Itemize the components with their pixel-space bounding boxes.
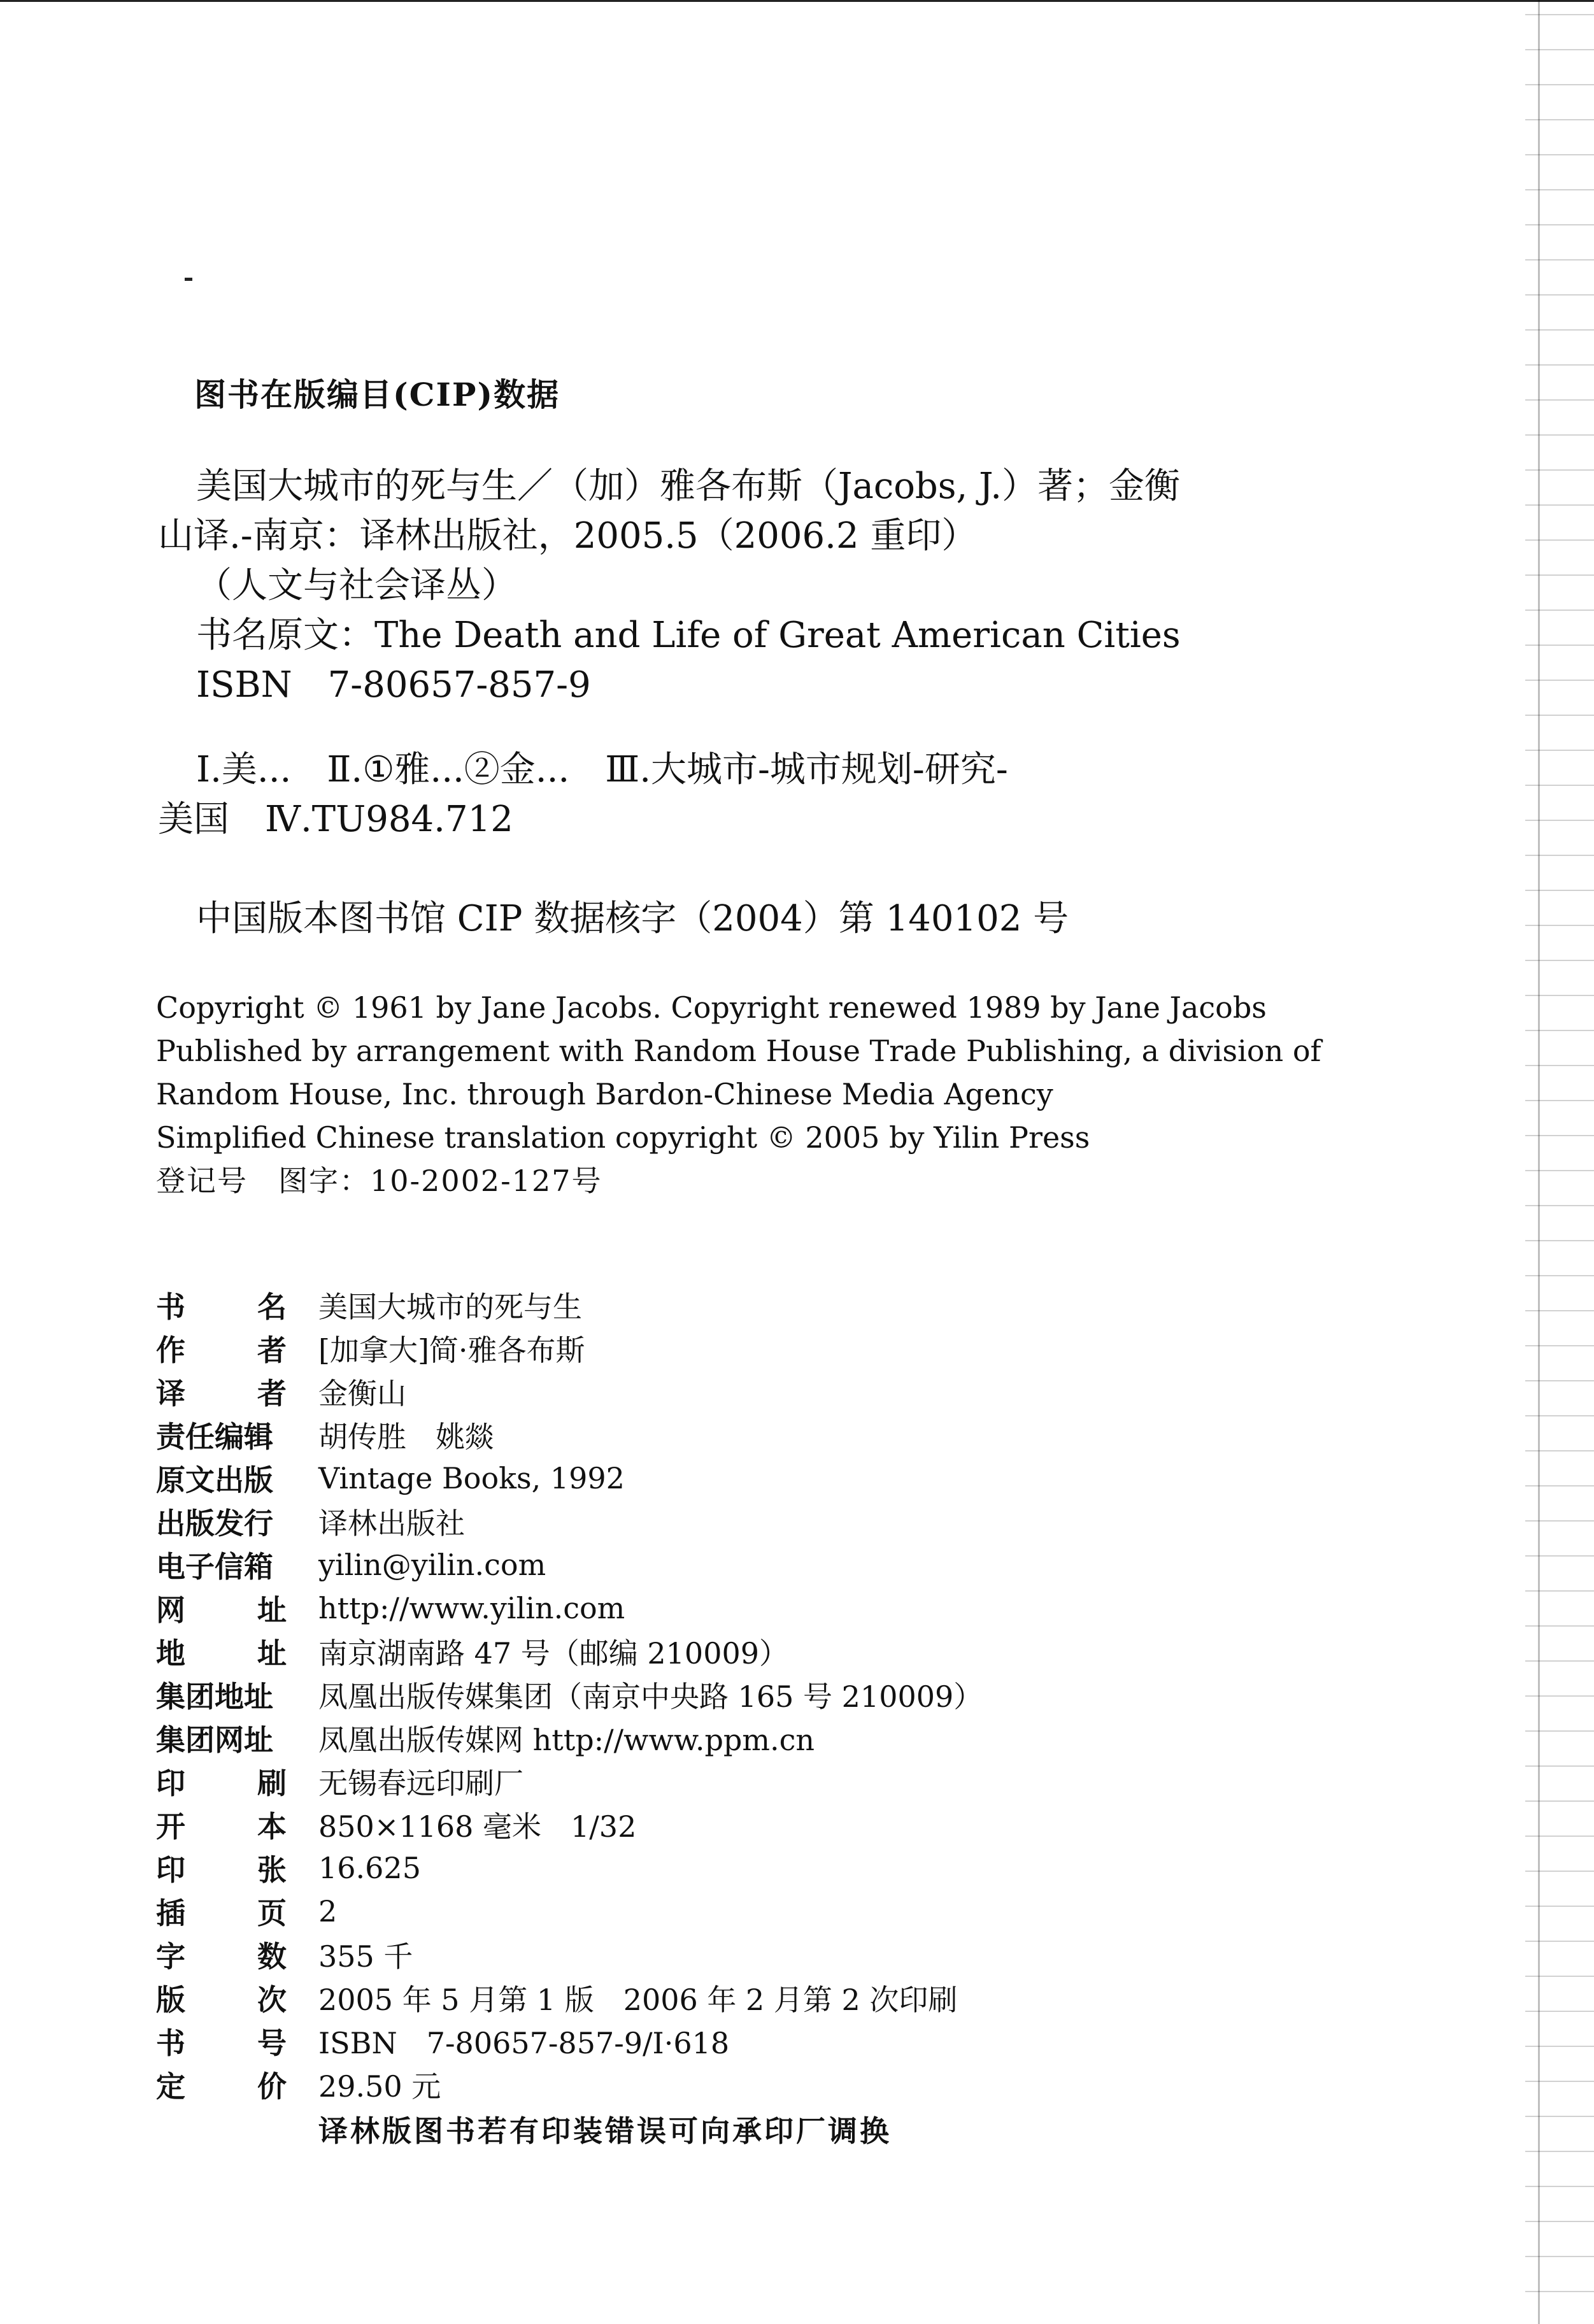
- info-label: [156, 1717, 287, 1759]
- info-value: 16.625: [318, 1851, 421, 1885]
- copyright-notice: [156, 986, 1321, 1159]
- info-label-part: 书: [156, 1290, 185, 1324]
- info-label: [156, 1630, 287, 1672]
- info-label-part: 页: [257, 1896, 287, 1930]
- info-label: [156, 1890, 287, 1932]
- info-label: [156, 1587, 287, 1629]
- info-label: [156, 2020, 287, 2062]
- info-label: [156, 1544, 287, 1586]
- info-label-part: 责任编辑: [156, 1420, 273, 1454]
- info-value: ISBN 7-80657-857-9/I·618: [318, 2026, 730, 2060]
- info-row: [156, 1327, 983, 1370]
- info-label-part: 名: [257, 1290, 287, 1324]
- info-label-part: 开: [156, 1809, 185, 1844]
- info-label-part: 刷: [257, 1766, 287, 1800]
- info-label-part: 电子信箱: [156, 1550, 273, 1584]
- info-value: 金衡山: [318, 1376, 406, 1411]
- info-value: 凤凰出版传媒集团（南京中央路 165 号 210009）: [318, 1679, 983, 1714]
- info-row: [156, 1543, 983, 1586]
- publication-info: [156, 1283, 983, 2106]
- info-row: [156, 1413, 983, 1457]
- info-label-part: 地: [156, 1636, 185, 1671]
- info-label: [156, 1977, 287, 2019]
- info-label: [156, 1414, 287, 1456]
- info-label: [156, 1457, 287, 1499]
- classification-line: 美国 Ⅳ.TU984.712: [158, 799, 513, 840]
- info-label-part: 印: [156, 1766, 185, 1800]
- info-label-part: 价: [257, 2069, 287, 2104]
- info-value: 2005 年 5 月第 1 版 2006 年 2 月第 2 次印刷: [318, 1983, 958, 2017]
- ink-speck: [185, 278, 192, 281]
- info-value: 南京湖南路 47 号（邮编 210009）: [318, 1636, 788, 1671]
- info-label-part: 书: [156, 2026, 185, 2060]
- info-row: [156, 1630, 983, 1673]
- cip-title: 图书在版编目(CIP)数据: [194, 376, 560, 413]
- cip-verification: 中国版本图书馆 CIP 数据核字（2004）第 140102 号: [196, 898, 1069, 939]
- info-row: [156, 2020, 983, 2063]
- cip-line: 书名原文：The Death and Life of Great American Cities: [196, 615, 1181, 656]
- info-label-part: 译: [156, 1376, 185, 1411]
- classification: [158, 745, 1008, 845]
- info-row: [156, 1586, 983, 1630]
- info-label: [156, 1674, 287, 1716]
- info-value: 850×1168 毫米 1/32: [318, 1809, 637, 1844]
- info-value: Vintage Books, 1992: [318, 1461, 625, 1495]
- info-label-part: 集团网址: [156, 1723, 273, 1757]
- info-label: [156, 1804, 287, 1846]
- info-row: [156, 1283, 983, 1327]
- info-label-part: 址: [257, 1593, 287, 1627]
- cip-line: 山译.-南京：译林出版社，2005.5（2006.2 重印）: [158, 515, 978, 557]
- info-label-part: 址: [257, 1636, 287, 1671]
- info-label: [156, 1327, 287, 1369]
- info-label-part: 插: [156, 1896, 185, 1930]
- info-row: [156, 1890, 983, 1933]
- info-label-part: 出版发行: [156, 1506, 273, 1541]
- info-label-part: 集团地址: [156, 1679, 273, 1714]
- info-label-part: 字: [156, 1939, 185, 1974]
- info-label-part: 本: [257, 1809, 287, 1844]
- scan-edge-noise: [1525, 0, 1594, 2324]
- info-label: [156, 1760, 287, 1802]
- info-row: [156, 2063, 983, 2106]
- info-value: 美国大城市的死与生: [318, 1290, 582, 1324]
- info-row: [156, 1370, 983, 1413]
- info-label: [156, 1284, 287, 1326]
- info-value: 无锡春远印刷厂: [318, 1766, 523, 1800]
- info-label-part: 原文出版: [156, 1463, 273, 1497]
- info-row: [156, 1803, 983, 1846]
- info-value: 29.50 元: [318, 2069, 441, 2104]
- info-label: [156, 1847, 287, 1889]
- info-label-part: 次: [257, 1983, 287, 2017]
- info-row: [156, 1500, 983, 1543]
- info-value: yilin@yilin.com: [318, 1548, 546, 1582]
- info-label: [156, 1934, 287, 1976]
- info-label-part: 版: [156, 1983, 185, 2017]
- info-value: 译林出版社: [318, 1506, 465, 1541]
- info-value: [加拿大]简·雅各布斯: [318, 1333, 585, 1367]
- info-label-part: 网: [156, 1593, 185, 1627]
- cip-line: ISBN 7-80657-857-9: [196, 664, 591, 706]
- info-row: [156, 1933, 983, 1976]
- cip-line: （人文与社会译丛）: [196, 565, 517, 606]
- classification-line: Ⅰ.美... Ⅱ.①雅...②金... Ⅲ.大城市-城市规划-研究-: [196, 749, 1008, 790]
- info-value: 355 千: [318, 1939, 413, 1974]
- info-label-part: 印: [156, 1853, 185, 1887]
- info-value: 2: [318, 1894, 338, 1928]
- info-row: [156, 1976, 983, 2020]
- info-label-part: 作: [156, 1333, 185, 1367]
- info-value: http://www.yilin.com: [318, 1591, 625, 1625]
- info-row: [156, 1846, 983, 1890]
- top-rule: [0, 0, 1594, 2]
- info-label-part: 数: [257, 1939, 287, 1974]
- copyright-line: Copyright © 1961 by Jane Jacobs. Copyright renewed 1989 by Jane Jacobs: [156, 990, 1267, 1025]
- info-label: [156, 2064, 287, 2106]
- info-label-part: 定: [156, 2069, 185, 2104]
- cip-record: [158, 462, 1202, 710]
- info-label-part: 者: [257, 1376, 287, 1411]
- info-value: 胡传胜 姚燚: [318, 1420, 494, 1454]
- info-row: [156, 1673, 983, 1716]
- info-label-part: 张: [257, 1853, 287, 1887]
- registration-number: 登记号 图字：10-2002-127号: [156, 1164, 602, 1198]
- info-row: [156, 1457, 983, 1500]
- info-label: [156, 1371, 287, 1413]
- info-label: [156, 1501, 287, 1543]
- info-row: [156, 1716, 983, 1760]
- cip-line: 美国大城市的死与生／（加）雅各布斯（Jacobs, J.）著；金衡: [196, 466, 1181, 507]
- info-label-part: 者: [257, 1333, 287, 1367]
- print-error-notice: 译林版图书若有印装错误可向承印厂调换: [318, 2114, 892, 2148]
- copyright-line: Published by arrangement with Random House Trade Publishing, a division of: [156, 1034, 1321, 1068]
- info-row: [156, 1760, 983, 1803]
- info-label-part: 号: [257, 2026, 287, 2060]
- info-value: 凤凰出版传媒网 http://www.ppm.cn: [318, 1723, 815, 1757]
- copyright-line: Simplified Chinese translation copyright © 2005 by Yilin Press: [156, 1120, 1090, 1155]
- copyright-line: Random House, Inc. through Bardon-Chinese Media Agency: [156, 1077, 1053, 1111]
